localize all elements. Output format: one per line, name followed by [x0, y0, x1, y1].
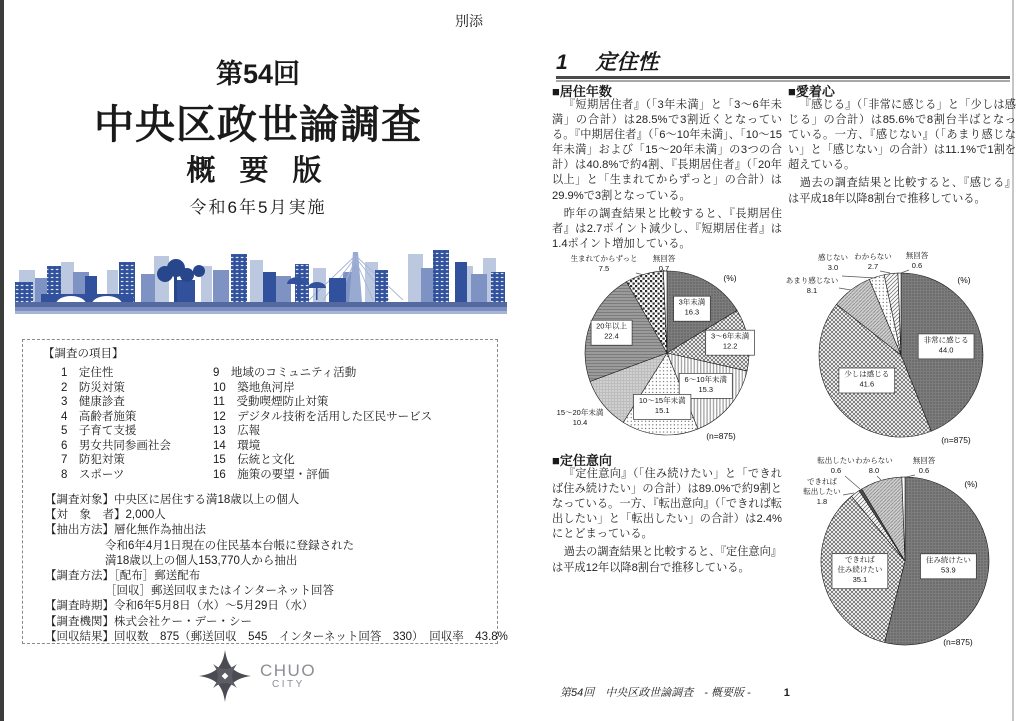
slice-label: 15～20年未満 10.4 — [556, 408, 604, 427]
slice-label: 住み続けたい 53.9 — [925, 555, 971, 575]
logo-text-city: CITY — [272, 679, 305, 690]
survey-items-heading: 【調査の項目】 — [43, 348, 124, 360]
footer-page-number: 1 — [783, 687, 790, 699]
slice-label: 感じない 3.0 — [818, 253, 848, 272]
pie-charts-canvas — [540, 240, 1024, 690]
paragraph: 『定住意向』（「住み続けたい」と「できれば住み続けたい」の合計）は89.0%で約9割となっている。一方、『転出意向』（「できれば転出したい」と「転出したい」の合計）は2.4%にとどまっている。 — [552, 468, 782, 541]
label-leader-line — [839, 288, 851, 290]
page-footer — [560, 684, 790, 700]
city-skyline-illustration — [15, 244, 507, 314]
slice-label: 生まれてからずっと 7.5 — [570, 254, 638, 273]
survey-detail-line: 令和6年4月1日現在の住民基本台帳に登録された — [105, 539, 355, 552]
label-leader-line — [880, 271, 890, 273]
survey-items-col1 — [61, 366, 213, 482]
survey-item: 10 築地魚河岸 — [213, 381, 295, 394]
survey-detail-line: 【回収結果】回収数 875（郵送回収 545 インターネット回答 330） 回収率 43.8% — [45, 630, 508, 643]
section-rule-dark — [556, 76, 1010, 79]
paragraph: 昨年の調査結果と比較すると、『長期居住者』は2.7ポイント減少し、『短期居住者』は1.4ポイント増加している。 — [552, 207, 782, 250]
slice-label: 6～10年未満 15.3 — [684, 374, 728, 394]
label-leader-line — [636, 273, 644, 275]
slice-label: 転出したい 0.6 — [817, 456, 855, 475]
survey-item: 16 施策の要望・評価 — [213, 468, 330, 481]
chart-n-label: (n=875) — [941, 435, 971, 445]
cover-subtitle: 概 要 版 — [186, 155, 330, 187]
survey-item: 3 健康診査 — [61, 396, 125, 408]
survey-detail-line: 満18歳以上の個人153,770人から抽出 — [105, 554, 298, 567]
survey-item: 11 受動喫煙防止対策 — [213, 396, 329, 408]
survey-item: 9 地域のコミュニティ活動 — [213, 367, 357, 379]
pie-chart-residence-years — [557, 253, 755, 441]
chart-unit-label: (%) — [957, 275, 971, 285]
slice-label: 無回答 0.6 — [905, 251, 929, 270]
survey-detail-line: 【調査対象】中央区に居住する満18歳以上の個人 — [45, 494, 300, 506]
survey-item: 7 防犯対策 — [61, 454, 125, 466]
slice-label: 無回答 0.7 — [652, 254, 676, 273]
survey-item: 15 伝統と文化 — [213, 454, 295, 466]
survey-detail-line: 【調査機関】株式会社ケー・デー・シー — [45, 615, 252, 628]
survey-item: 6 男女共同参画社会 — [61, 439, 171, 452]
chart-unit-label: (%) — [723, 273, 737, 283]
cover-edition: 第54回 — [215, 59, 301, 89]
attachment-text — [788, 98, 1016, 207]
slice-label: わからない 8.0 — [855, 456, 893, 475]
cover-title: 中央区政世論調査 — [94, 103, 422, 147]
paragraph: 過去の調査結果と比較すると、『感じる』は平成18年以降8割台で推移している。 — [788, 177, 1016, 205]
survey-detail-line: 【対 象 者】2,000人 — [45, 509, 166, 522]
slice-label: 3年未満 16.3 — [678, 297, 706, 317]
survey-items-col2 — [213, 366, 432, 482]
survey-item: 13 広報 — [213, 425, 261, 437]
label-leader-line — [842, 276, 876, 278]
paragraph: 過去の調査結果と比較すると、『定住意向』は平成12年以降8割台で推移している。 — [552, 546, 782, 574]
survey-detail-line: 【調査方法】［配布］郵送配布 — [45, 570, 201, 583]
label-leader-line — [843, 493, 854, 495]
pie-chart-settlement-intention — [803, 455, 989, 647]
slice-label: あまり感じない 8.1 — [785, 276, 839, 295]
survey-item: 5 子育て支援 — [61, 425, 137, 437]
chuo-city-logo — [196, 648, 316, 704]
attachment-label: 別添 — [455, 13, 483, 29]
slice-label: 少しは感じる 41.6 — [844, 369, 890, 389]
cover-date: 令和6年5月実施 — [189, 198, 327, 217]
slice-label: 20年以上 22.4 — [596, 321, 627, 341]
survey-items-box — [22, 339, 508, 644]
section-rule-light — [556, 80, 1010, 82]
survey-item: 1 定住性 — [61, 367, 114, 379]
label-leader-line — [901, 270, 909, 273]
label-leader-line — [845, 476, 860, 489]
slice-label: できれば住み続けたい 35.1 — [837, 555, 883, 585]
section-number: 1 — [556, 51, 568, 74]
label-leader-line — [877, 476, 881, 480]
slice-label: 非常に感じる 44.0 — [923, 335, 969, 355]
survey-detail-line: 【抽出方法】層化無作為抽出法 — [45, 524, 206, 537]
slice-label: わからない 2.7 — [854, 252, 892, 271]
residence-years-text — [552, 98, 782, 252]
slice-label: できれば転出したい 1.8 — [803, 477, 841, 506]
footer-text: 第54回 中央区政世論調査 - 概要版 - — [560, 687, 751, 699]
survey-item: 2 防災対策 — [61, 381, 125, 394]
subsection-heading-attachment: ■愛着心 — [788, 84, 835, 99]
survey-item: 8 スポーツ — [61, 468, 125, 481]
survey-details — [45, 493, 508, 645]
slice-label: 3～6年未満 12.2 — [710, 331, 750, 351]
slice-label: 無回答 0.6 — [912, 456, 936, 475]
logo-text-chuo: CHUO — [260, 661, 317, 680]
chart-n-label: (n=875) — [706, 431, 736, 441]
chart-n-label: (n=875) — [943, 637, 973, 647]
survey-item: 12 デジタル技術を活用した区民サービス — [213, 410, 433, 423]
chart-unit-label: (%) — [964, 479, 978, 489]
pie-chart-attachment-feeling — [786, 250, 983, 445]
survey-detail-line: 【調査時期】令和6年5月8日（水）～5月29日（水） — [45, 600, 314, 613]
slice-label: 10～15年未満 15.1 — [638, 395, 686, 415]
subsection-heading-residence-years: ■居住年数 — [552, 84, 612, 99]
logo-text — [260, 662, 316, 690]
survey-item: 4 高齢者施策 — [61, 410, 137, 423]
section-title: 定住性 — [595, 51, 659, 74]
chuo-star-icon — [196, 648, 254, 704]
subsection-heading-settlement: ■定住意向 — [552, 453, 612, 468]
survey-item: 14 環境 — [213, 439, 261, 452]
survey-detail-line: ［回収］郵送回収またはインターネット回答 — [105, 585, 334, 598]
section-header — [556, 46, 659, 76]
paragraph: 『短期居住者』（「3年未満」と「3～6年未満」の合計）は28.5%で3割近くとなっている。『中期居住者』（「6～10年未満」、「10～15年未満」および「15～20年未満」の3つの合計）は40.8%で約4割、『長期居住者』（「20年以上」と「生まれてからずっと」の合計）は29.9%で3割となっている。 — [552, 99, 782, 202]
skyline-water — [15, 302, 507, 314]
paragraph: 『感じる』（「非常に感じる」と「少しは感じる」の合計）は85.6%で8割台半ばとなっている。一方、『感じない』（「あまり感じない」と「感じない」の合計）は11.1%で1割を超えている。 — [788, 99, 1016, 172]
